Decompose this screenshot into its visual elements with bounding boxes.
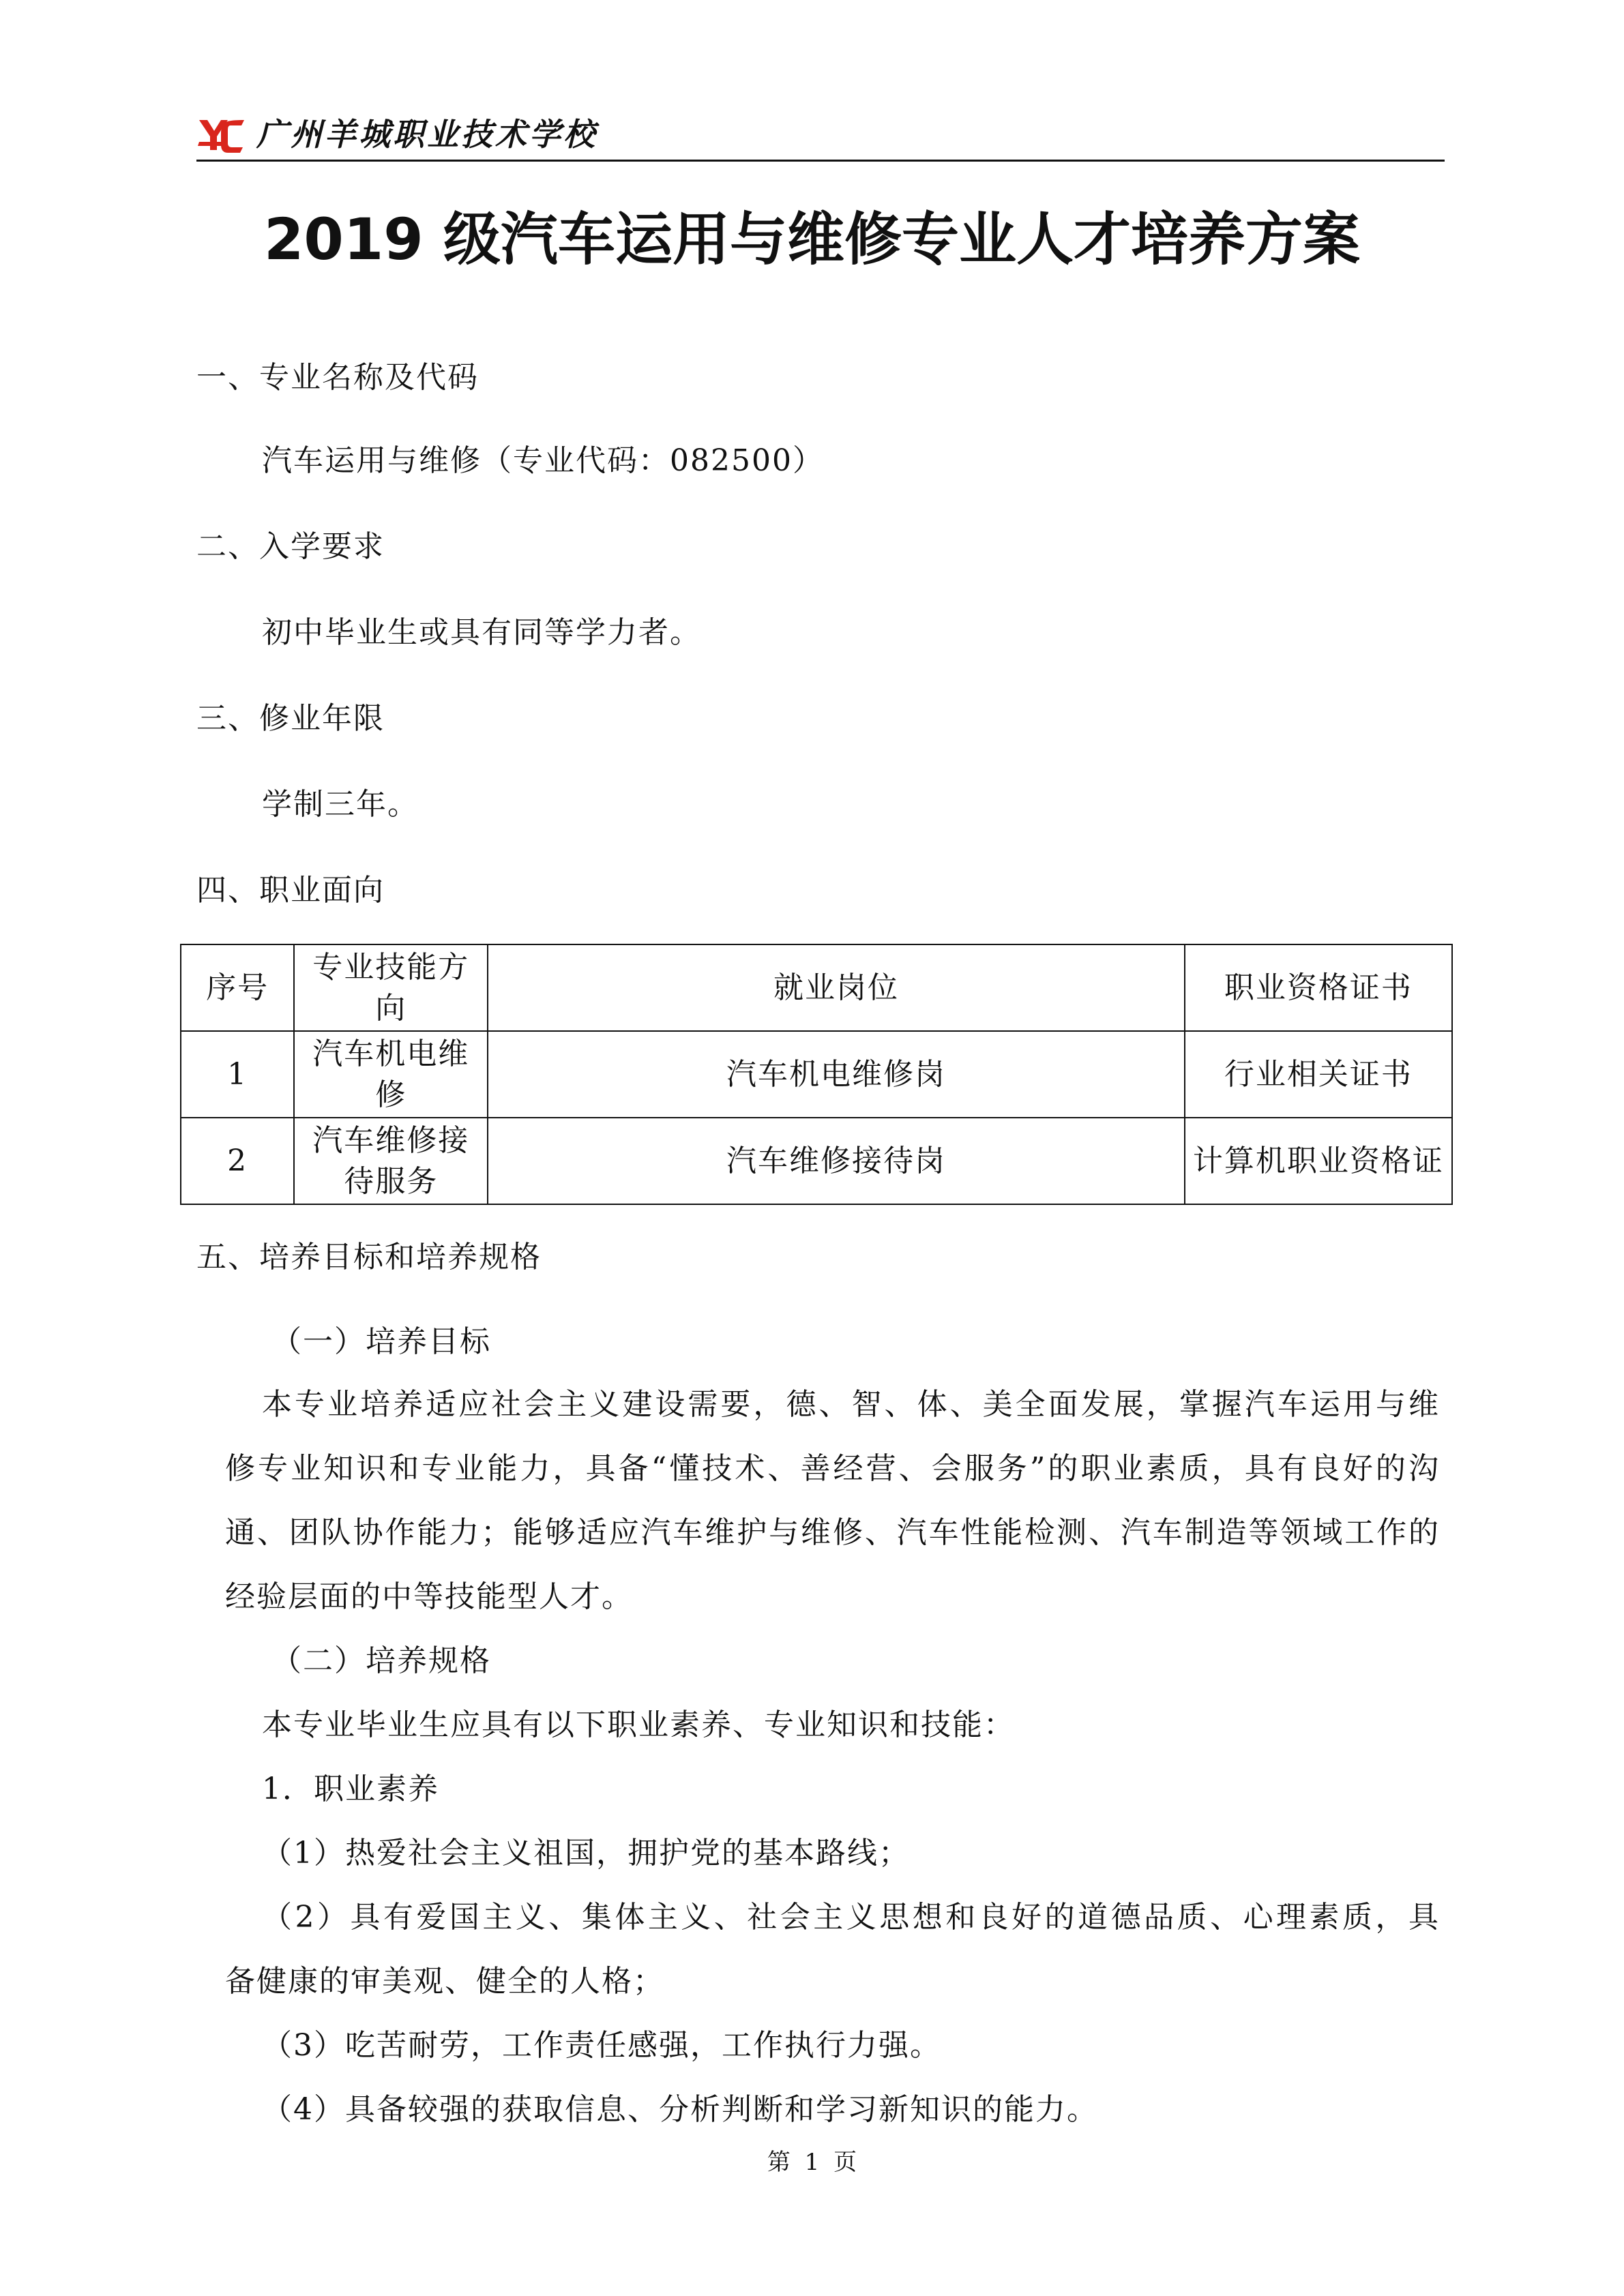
table-cell: 汽车维修接待岗 [488,1118,1184,1204]
table-cell: 2 [181,1118,294,1204]
section-heading-4: 四、职业面向 [196,873,385,908]
table-cell: 汽车机电维修岗 [488,1031,1184,1118]
goal-paragraph-line: 本专业培养适应社会主义建设需要，德、智、体、美全面发展，掌握汽车运用与维 [262,1387,1439,1422]
page-number: 第 1 页 [767,2149,857,2176]
literacy-item: （2）具有爱国主义、集体主义、社会主义思想和良好的道德品质、心理素质，具 [262,1900,1439,1935]
table-header-cell: 职业资格证书 [1185,944,1452,1031]
literacy-item: （3）吃苦耐劳，工作责任感强，工作执行力强。 [262,2028,941,2063]
table-row [181,1118,1452,1204]
literacy-item: 备健康的审美观、健全的人格； [225,1964,664,1999]
literacy-heading: 1．职业素养 [262,1772,439,1806]
table-cell: 汽车机电维修 [294,1031,488,1118]
document-title: 2019 级汽车运用与维修专业人才培养方案 [263,206,1361,273]
school-logo-icon [196,116,246,154]
table-cell: 行业相关证书 [1185,1031,1452,1118]
section-text-1: 汽车运用与维修（专业代码：082500） [262,443,824,478]
table-cell: 计算机职业资格证 [1185,1118,1452,1204]
section-text-3: 学制三年。 [262,787,419,822]
header-divider [196,160,1445,162]
table-cell: 1 [181,1031,294,1118]
section-text-2: 初中毕业生或具有同等学力者。 [262,615,701,650]
section-heading-1: 一、专业名称及代码 [196,360,479,395]
table-header-cell: 专业技能方向 [294,944,488,1031]
table-row [181,1031,1452,1118]
page-header [196,113,1445,161]
school-name: 广州羊城职业技术学校 [256,116,597,153]
goal-paragraph-line: 经验层面的中等技能型人才。 [225,1579,633,1614]
goal-paragraph-line: 通、团队协作能力；能够适应汽车维护与维修、汽车性能检测、汽车制造等领域工作的 [225,1515,1439,1550]
section-heading-3: 三、修业年限 [196,701,385,736]
section-heading-2: 二、入学要求 [196,529,385,564]
career-table [180,944,1453,1205]
section-heading-5: 五、培养目标和培养规格 [196,1240,542,1274]
goal-paragraph-line: 修专业知识和专业能力，具备“懂技术、善经营、会服务”的职业素质，具有良好的沟 [225,1451,1439,1486]
table-header-cell: 就业岗位 [488,944,1184,1031]
table-header-cell: 序号 [181,944,294,1031]
spec-heading: （二）培养规格 [271,1643,491,1678]
goal-heading: （一）培养目标 [271,1324,491,1359]
literacy-item: （4）具备较强的获取信息、分析判断和学习新知识的能力。 [262,2092,1098,2127]
literacy-item: （1）热爱社会主义祖国，拥护党的基本路线； [262,1836,910,1870]
table-cell: 汽车维修接待服务 [294,1118,488,1204]
table-header-row [181,944,1452,1031]
spec-intro: 本专业毕业生应具有以下职业素养、专业知识和技能： [262,1708,1015,1742]
